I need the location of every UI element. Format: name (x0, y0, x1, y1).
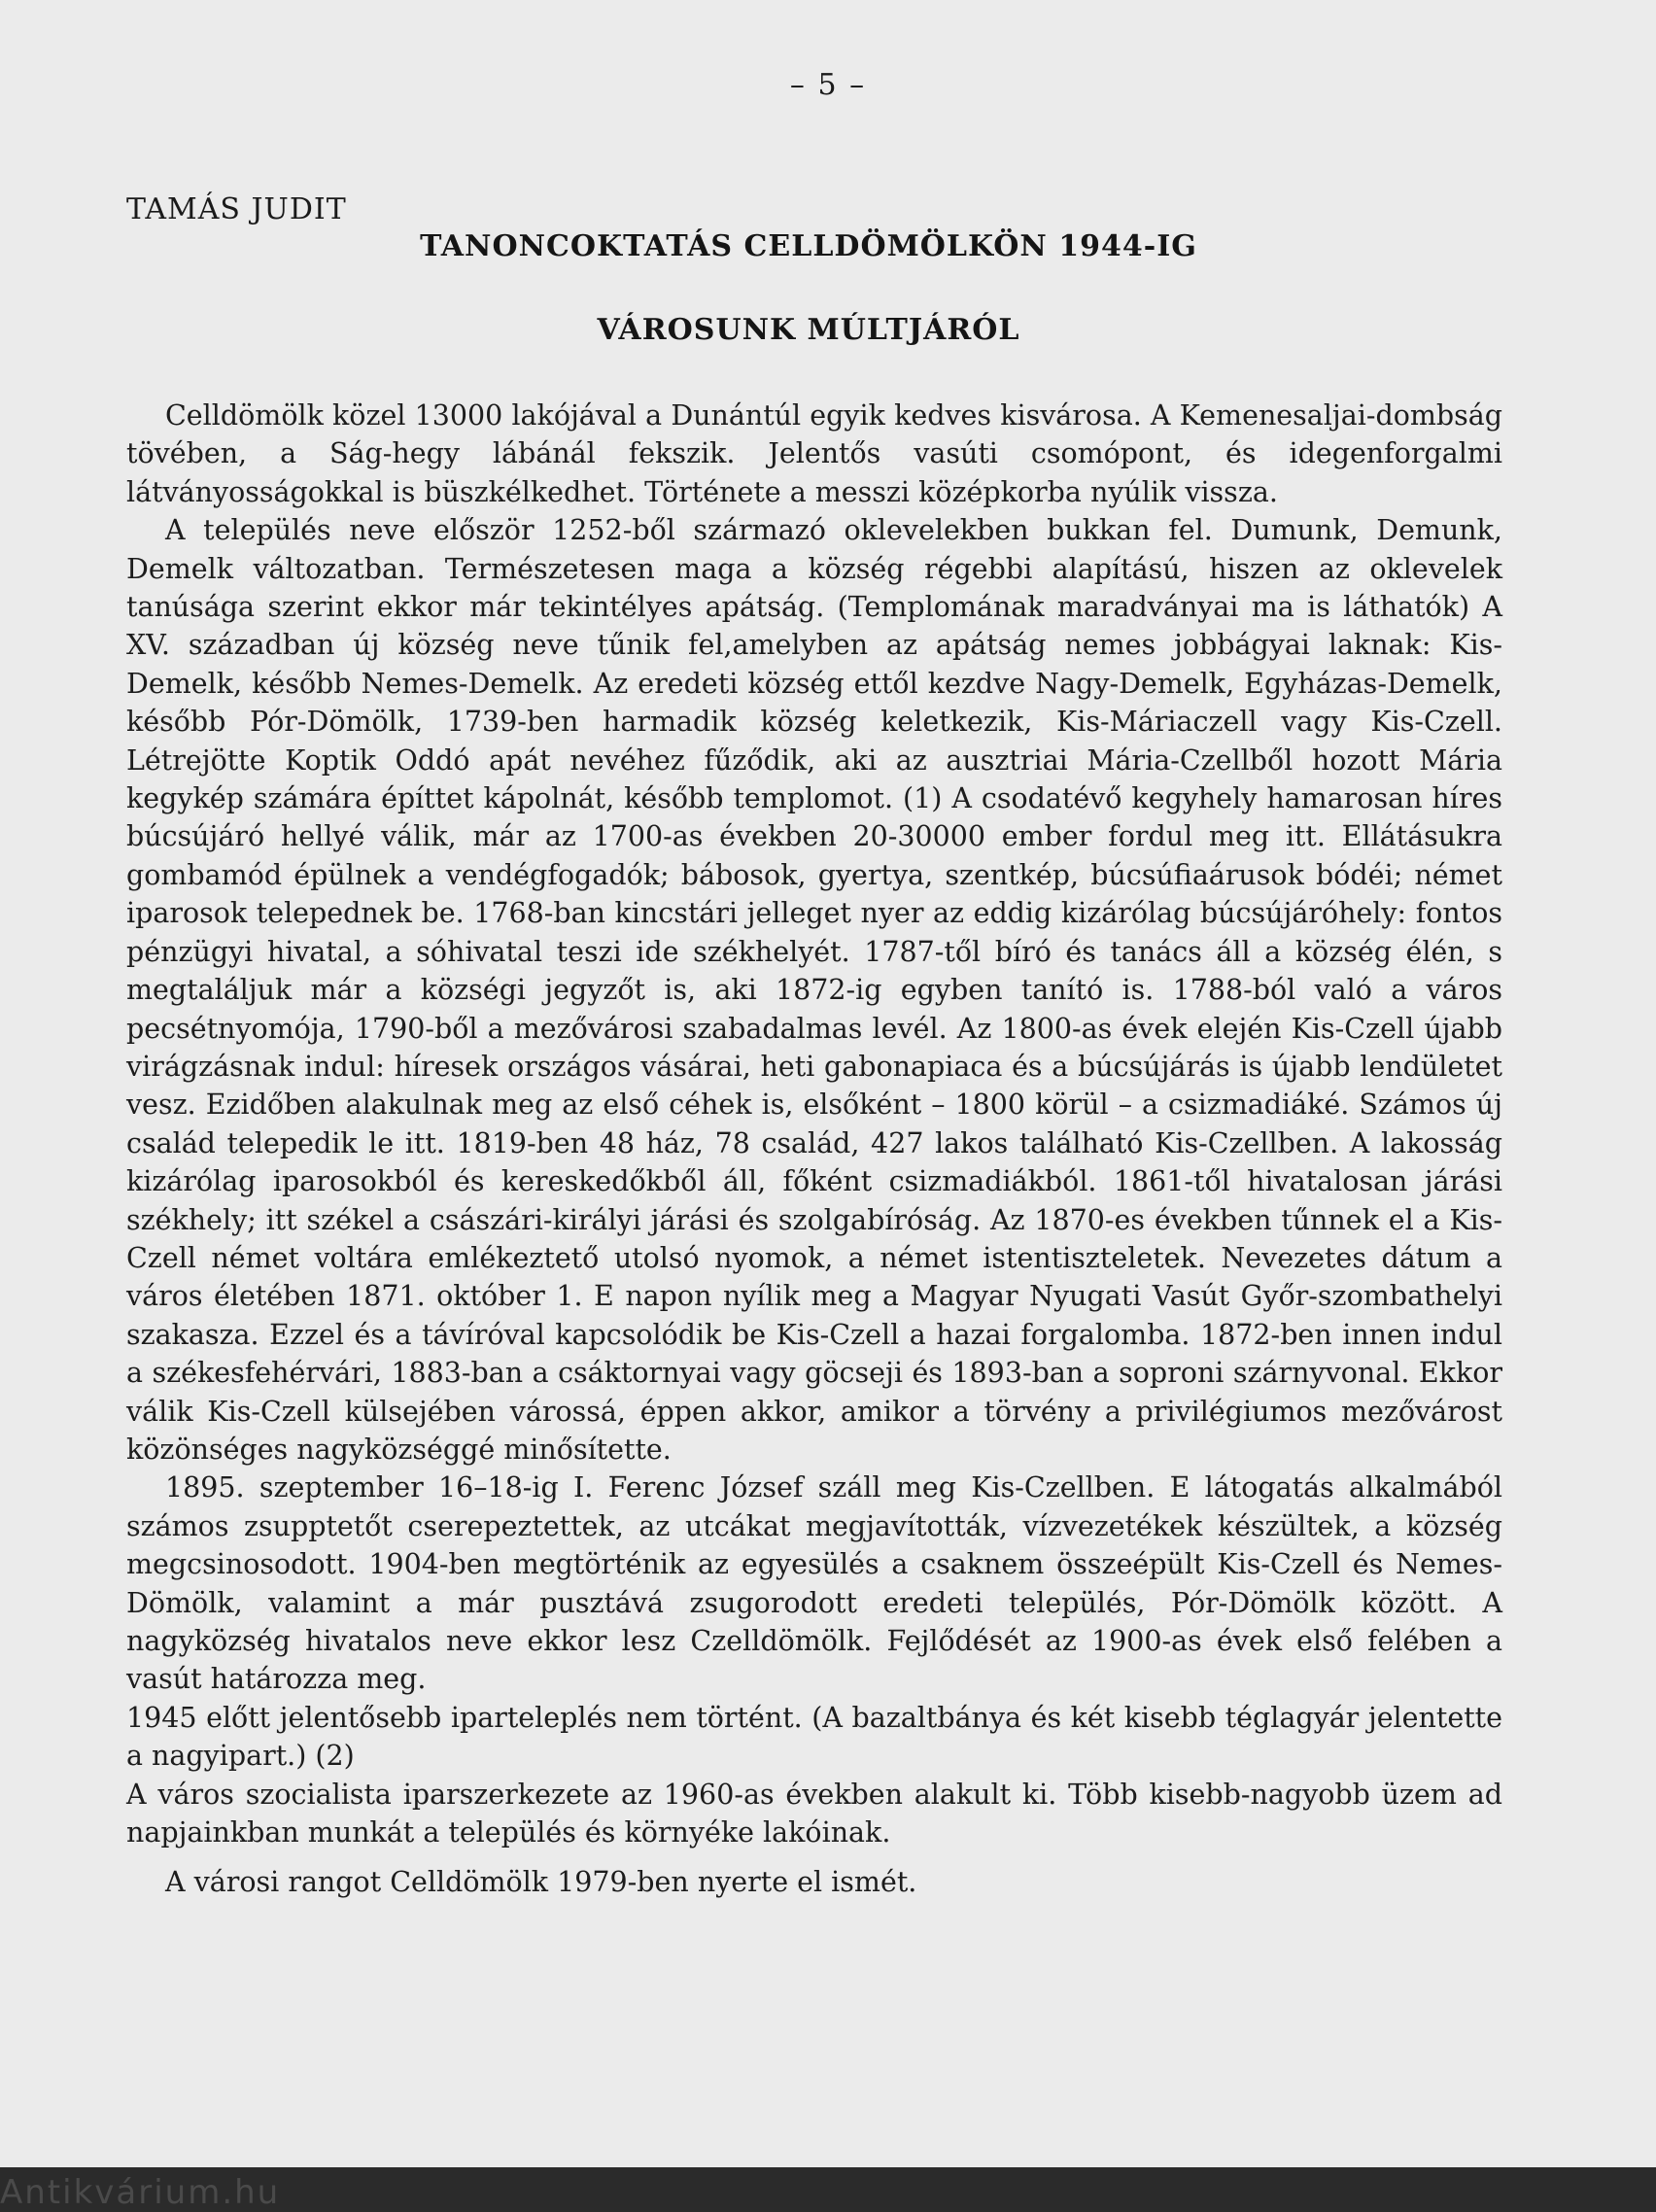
paragraph-intro: Celldömölk közel 13000 lakójával a Dunántúl egyik kedves kisvárosa. A Kemenesaljai-dombság tövében, a Ság-hegy lábánál fekszik. Jelentős vasúti csomópont, és idegenforgalmi látványosságokkal is büszkélkedhet. Története a messzi középkorba nyúlik vissza. (126, 399, 1502, 508)
article-body (126, 397, 1502, 1902)
paragraph-1945: 1945 előtt jelentősebb iparteleplés nem történt. (A bazaltbánya és két kisebb téglagyár jelentette a nagyipart.) (2) (126, 1701, 1502, 1773)
page-number: – 5 – (789, 68, 867, 102)
article-title: TANONCOKTATÁS CELLDÖMÖLKÖN 1944-IG (420, 229, 1197, 263)
paragraph-industry: A város szocialista iparszerkezete az 1960-as években alakult ki. Több kisebb-nagyobb üzem ad napjainkban munkát a település és környéke lakóinak. (126, 1778, 1502, 1849)
paragraph-town-rank: A városi rangot Celldömölk 1979-ben nyerte el ismét. (165, 1866, 917, 1899)
paragraph-history: A település neve először 1252-ből származó oklevelekben bukkan fel. Dumunk, Demunk, Demelk változatban. Természetesen maga a község régebbi alapítású, hiszen az oklevelek tanúsága szerint ekkor már tekintélyes apátság. (Templomának maradványai ma is láthatók) A XV. században új község neve tűnik fel,amelyben az apátság nemes jobbágyai laknak: Kis-Demelk, később Nemes-Demelk. Az eredeti község ettől kezdve Nagy-Demelk, Egyházas-Demelk, később Pór-Dömölk, 1739-ben harmadik község keletkezik, Kis-Máriaczell vagy Kis-Czell. Létrejötte Koptik Oddó apát nevéhez fűződik, aki az ausztriai Mária-Czellből hozott Mária kegykép számára építtet kápolnát, később templomot. (1) A csodatévő kegyhely hamarosan híres búcsújáró hellyé válik, már az 1700-as években 20-30000 ember fordul meg itt. Ellátásukra gombamód épülnek a vendégfogadók; bábosok, gyertya, szentkép, búcsúfiaárusok bódéi; német iparosok telepednek be. 1768-ban kincstári jelleget nyer az eddig kizárólag búcsújáróhely: fontos pénzügyi hivatal, a sóhivatal teszi ide székhelyét. 1787-től bíró és tanács áll a község élén, s megtaláljuk már a községi jegyzőt is, aki 1872-ig egyben tanító is. 1788-ból való a város pecsétnyomója, 1790-ből a mezővárosi szabadalmas levél. Az 1800-as évek elején Kis-Czell újabb virágzásnak indul: híresek országos vásárai, heti gabonapiaca és a búcsújárás is újabb lendületet vesz. Ezidőben alakulnak meg az első céhek is, elsőként – 1800 körül – a csizmadiáké. Számos új család telepedik le itt. 1819-ben 48 ház, 78 család, 427 lakos található Kis-Czellben. A lakosság kizárólag iparosokból és kereskedőkből áll, főként csizmadiákból. 1861-től hivatalosan járási székhely; itt székel a császári-királyi járási és szolgabíróság. Az 1870-es években tűnnek el a Kis-Czell német voltára emlékeztető utolsó nyomok, a német istentiszteletek. Nevezetes dátum a város életében 1871. október 1. E napon nyílik meg a Magyar Nyugati Vasút Győr-szombathelyi szakasza. Ezzel és a távíróval kapcsolódik be Kis-Czell a hazai forgalomba. 1872-ben innen indul a székesfehérvári, 1883-ban a csáktornyai vagy göcseji és 1893-ban a soproni szárnyvonal. Ekkor válik Kis-Czell külsejében várossá, éppen akkor, amikor a törvény a privilégiumos mezővárost közönséges nagyközséggé minősítette. (126, 514, 1502, 1466)
author-name: TAMÁS JUDIT (126, 192, 347, 226)
paragraph-1895: 1895. szeptember 16–18-ig I. Ferenc József száll meg Kis-Czellben. E látogatás alkalmából számos zsupptetőt cserepeztettek, az utcákat megjavították, vízvezetékek készültek, a község megcsinosodott. 1904-ben megtörténik az egyesülés a csaknem összeépült Kis-Czell és Nemes-Dömölk, valamint a már pusztává zsugorodott eredeti település, Pór-Dömölk között. A nagyközség hivatalos neve ekkor lesz Czelldömölk. Fejlődését az 1900-as évek első felében a vasút határozza meg. (126, 1471, 1502, 1696)
section-heading: VÁROSUNK MÚLTJÁRÓL (597, 313, 1020, 347)
watermark-text: Antikvárium.hu (0, 2173, 281, 2212)
